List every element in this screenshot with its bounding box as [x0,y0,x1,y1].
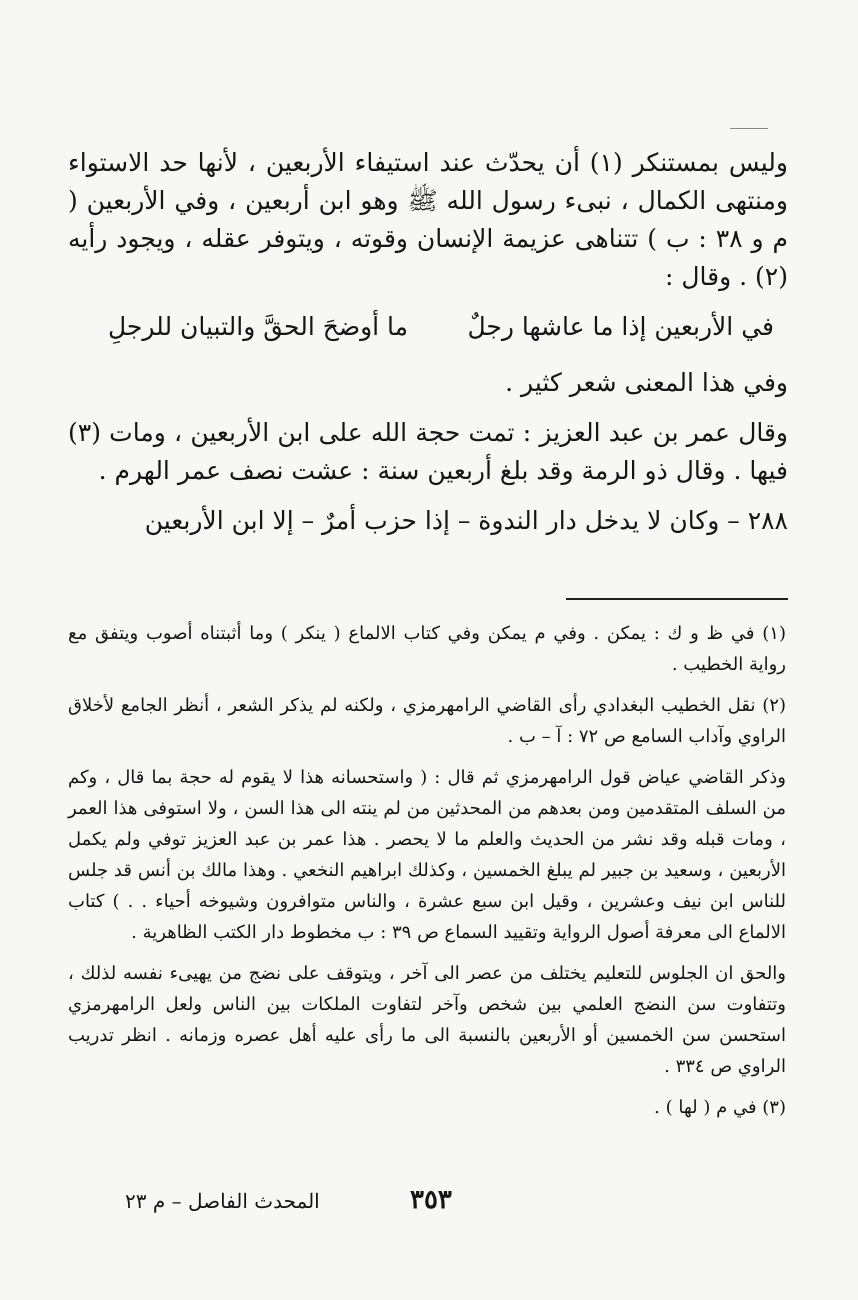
paragraph-2: وفي هذا المعنى شعر كثير . [505,368,788,397]
footnote-2-continuation: وذكر القاضي عياض قول الرامهرمزي ثم قال : ( واستحسانه هذا لا يقوم له حجة بما قال ، وكم من السلف المتقدمين ومن بعدهم من المحدثين من لم ينته الى هذا السن ، ولا استوفى هذا العمر ، ومات قبله وقد نشر من الحديث والعلم ما لا يحصر . هذا عمر بن عبد العزيز توفي ولم يكمل الأربعين ، وسعيد بن جبير لم يبلغ الخمسين ، وكذلك ابراهيم النخعي . وهذا مالك بن أنس قد جلس للناس ابن نيف وعشرين ، وقيل ابن سبع عشرة ، والناس متوافرون وشيوخه أحياء . . ) كتاب الالماع الى معرفة أصول الرواية وتقييد السماع ص ٣٩ : ب مخطوط دار الكتب الظاهرية . [68,767,786,943]
main-text [68,144,788,552]
footnote-divider [566,598,788,600]
poetry-verse [68,308,788,346]
verse-second-hemistich: ما أوضحَ الحقَّ والتبيان للرجلِ [108,312,409,341]
footnote-1: (١) في ظ و ك : يمكن . وفي م يمكن وفي كتاب الالماع ( ينكر ) وما أثبتناه أصوب ويتفق مع رواية الخطيب . [68,623,786,675]
paragraph-1: وليس بمستنكر (١) أن يحدّث عند استيفاء الأربعين ، لأنها حد الاستواء ومنتهى الكمال ، نبىء رسول الله ﷺ وهو ابن أربعين ، وفي الأربعين ( م و ٣٨ : ب ) تتناهى عزيمة الإنسان وقوته ، ويتوفر عقله ، ويجود رأيه (٢) . وقال : [68,148,788,291]
verse-first-hemistich: في الأربعين إذا ما عاشها رجلٌ [467,312,774,341]
book-signature: المحدث الفاصل – م ٢٣ [125,1189,320,1213]
footnotes [68,618,786,1133]
corner-mark [730,128,768,129]
page-footer [0,1185,858,1225]
footnote-2: (٢) نقل الخطيب البغدادي رأى القاضي الرامهرمزي ، ولكنه لم يذكر الشعر ، أنظر الجامع لأخلاق الراوي وآداب السامع ص ٧٢ : آ – ب . [68,695,786,747]
paragraph-3: وقال عمر بن عبد العزيز : تمت حجة الله على ابن الأربعين ، ومات (٣) فيها . وقال ذو الرمة وقد بلغ أربعين سنة : عشت نصف عمر الهرم . [68,418,788,485]
footnote-3: (٣) في م ( لها ) . [654,1097,786,1118]
paragraph-4: ٢٨٨ – وكان لا يدخل دار الندوة – إذا حزب أمرٌ – إلا ابن الأربعين [144,506,788,535]
footnote-2-continuation-2: والحق ان الجلوس للتعليم يختلف من عصر الى آخر ، ويتوقف على نضج من يهيىء نفسه لذلك ، وتتفاوت سن النضج العلمي بين شخص وآخر لتفاوت الملكات بين الناس ولعل الرامهرمزي استحسن سن الخمسين أو الأربعين بالنسبة الى ما رأى عليه أهل عصره وزمانه . انظر تدريب الراوي ص ٣٣٤ . [68,963,786,1077]
page-number: ٣٥٣ [410,1185,452,1215]
